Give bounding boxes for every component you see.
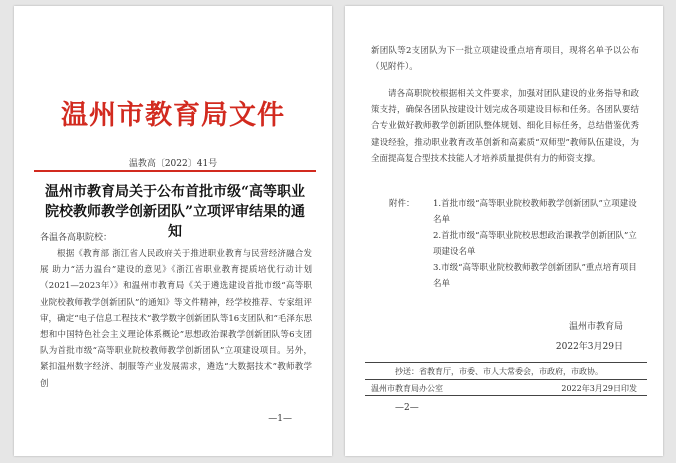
signature-date: 2022年3月29日 [555, 342, 623, 352]
attachments-label: 附件： [389, 199, 415, 209]
cc-line: 抄送：省教育厅，市委、市人大常委会，市政府，市政协。 [395, 367, 603, 376]
footer-divider [365, 362, 647, 363]
body-paragraph-2: 请各高职院校根据相关文件要求，加强对团队建设的业务指导和政策支持，确保各团队按建设计划完成各项建设目标和任务。各团队要结合专业做好教师教学创新团队整体规划、细化目标任务，总结借鉴优秀建设经验，推动职业教育改革创新和高素质“双师型”教师队伍建设，为全面提高复合型技术技能人才培养质量提供有力的师资支撑。 [371, 89, 639, 164]
issuing-office: 温州市教育局办公室 [371, 384, 443, 393]
attachment-item: 1.首批市级“高等职业院校教师教学创新团队”立项建设名单 [433, 199, 637, 225]
footer-divider [365, 379, 647, 380]
body-paragraph: 根据《教育部 浙江省人民政府关于推进职业教育与民营经济融合发展 助力“活力温台”建设的意见》《浙江省职业教育提质培优行动计划（2021—2023年）》和温州市教育局《关于遴选建设首批市级“高等职业院校教师教学创新团队”的通知》等文件精神，经学校推荐、专家组评审，确定“电子信息工程技术”教学数字创新团队等16支团队和“毛泽东思想和中国特色社会主义理论体系概论”思想政治课教学创新团队等6支团队为首批市级“高等职业院校教师教学创新团队”立项建设项目。另外，紧扣温州数字经济、制服等产业发展需求，遴选“大数据技术”教师教学创 [40, 249, 312, 389]
document-number: 温教高〔2022〕41号 [128, 159, 218, 169]
document-page-2 [345, 6, 663, 456]
attachment-item: 2.首批市级“高等职业院校思想政治课教学创新团队”立项建设名单 [433, 231, 637, 257]
footer-divider [365, 395, 647, 396]
print-date: 2022年3月29日印发 [561, 384, 637, 393]
document-header-title: 温州市教育局文件 [61, 100, 285, 131]
document-page-1 [14, 6, 332, 456]
red-divider-line [34, 170, 316, 172]
body-continuation: 新团队等2支团队为下一批立项建设重点培育项目，现将名单予以公布（见附件）。 [371, 46, 639, 73]
attachments-list [433, 197, 643, 293]
attachment-item: 3.市级“高等职业院校教师教学创新团队”重点培育项目名单 [433, 263, 637, 289]
salutation: 各温各高职院校： [40, 233, 113, 243]
page-number: —1— [268, 414, 292, 424]
page-number: —2— [395, 403, 419, 413]
notice-title: 温州市教育局关于公布首批市级“高等职业院校教师教学创新团队”立项评审结果的通知 [44, 184, 306, 240]
signature-organization: 温州市教育局 [568, 322, 623, 332]
